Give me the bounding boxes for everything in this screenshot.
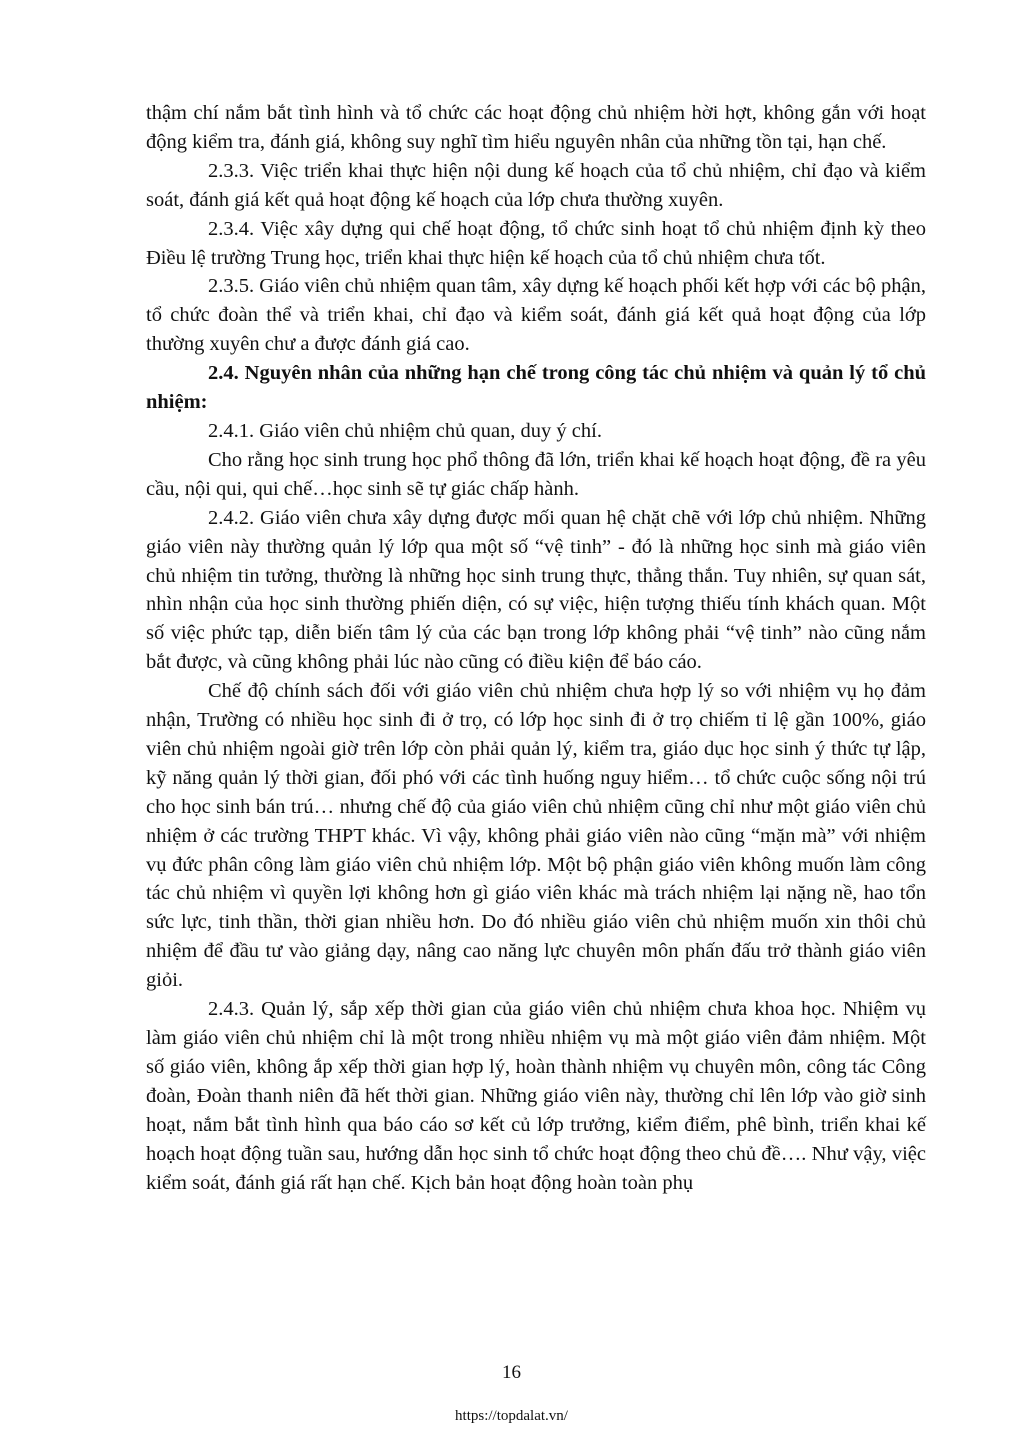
paragraph-2-3-5: 2.3.5. Giáo viên chủ nhiệm quan tâm, xây dựng kế hoạch phối kết hợp với các bộ phận, tổ chức đoàn thể và triển khai, chỉ đạo và kiểm soát, đánh giá kết quả hoạt động của lớp thường xuyên chư a được đánh giá cao. <box>146 275 926 356</box>
footer-url: https://topdalat.vn/ <box>455 1408 568 1424</box>
document-body <box>146 99 926 1197</box>
section-heading-2-4: 2.4. Nguyên nhân của những hạn chế trong công tác chủ nhiệm và quản lý tổ chủ nhiệm: <box>146 362 926 414</box>
page-number: 16 <box>502 1362 521 1383</box>
paragraph-2-4-3: 2.4.3. Quản lý, sắp xếp thời gian của giáo viên chủ nhiệm chưa khoa học. Nhiệm vụ làm giáo viên chủ nhiệm chỉ là một trong nhiều nhiệm vụ mà một giáo viên đảm nhiệm. Một số giáo viên, không ắp xếp thời gian hợp lý, hoàn thành nhiệm vụ chuyên môn, công tác Công đoàn, Đoàn thanh niên đã hết thời gian. Những giáo viên này, thường chỉ lên lớp vào giờ sinh hoạt, nắm bắt tình hình qua báo cáo sơ kết củ lớp trưởng, kiểm điểm, phê bình, triển khai kế hoạch hoạt động tuần sau, hướng dẫn học sinh tổ chức hoạt động theo chủ đề…. Như vậy, việc kiểm soát, đánh giá rất hạn chế. Kịch bản hoạt động hoàn toàn phụ <box>146 998 926 1194</box>
paragraph-2-3-4: 2.3.4. Việc xây dựng qui chế hoạt động, tổ chức sinh hoạt tổ chủ nhiệm định kỳ theo Điều lệ trường Trung học, triển khai thực hiện kế hoạch của tổ chủ nhiệm chưa tốt. <box>146 217 926 269</box>
paragraph-2-3-3: 2.3.3. Việc triển khai thực hiện nội dung kế hoạch của tổ chủ nhiệm, chỉ đạo và kiểm soát, đánh giá kết quả hoạt động kế hoạch của lớp chưa thường xuyên. <box>146 159 926 211</box>
paragraph-policy: Chế độ chính sách đối với giáo viên chủ nhiệm chưa hợp lý so với nhiệm vụ họ đảm nhận, Trường có nhiều học sinh đi ở trọ, có lớp học sinh đi ở trọ chiếm tỉ lệ gần 100%, giáo viên chủ nhiệm ngoài giờ trên lớp còn phải quản lý, kiểm tra, giáo dục học sinh ý thức tự lập, kỹ năng quản lý thời gian, đối phó với các tình huống nguy hiểm… tổ chức cuộc sống nội trú cho học sinh bán trú… nhưng chế độ của giáo viên chủ nhiệm cũng chỉ như một giáo viên chủ nhiệm ở các trường THPT khác. Vì vậy, không phải giáo viên nào cũng “mặn mà” với nhiệm vụ đức phân công làm giáo viên chủ nhiệm lớp. Một bộ phận giáo viên không muốn làm công tác chủ nhiệm vì quyền lợi không hơn gì giáo viên khác mà trách nhiệm lại nặng nề, hao tổn sức lực, tinh thần, thời gian nhiều hơn. Do đó nhiều giáo viên chủ nhiệm muốn xin thôi chủ nhiệm để đầu tư vào giảng dạy, nâng cao năng lực chuyên môn phấn đấu trở thành giáo viên giỏi. <box>146 680 926 992</box>
paragraph-2-4-2: 2.4.2. Giáo viên chưa xây dựng được mối quan hệ chặt chẽ với lớp chủ nhiệm. Những giáo viên này thường quản lý lớp qua một số “vệ tinh” - đó là những học sinh mà giáo viên chủ nhiệm tin tưởng, thường là những học sinh trung thực, thẳng thắn. Tuy nhiên, sự quan sát, nhìn nhận của học sinh thường phiến diện, có sự việc, hiện tượng thiếu tính khách quan. Một số việc phức tạp, diễn biến tâm lý của các bạn trong lớp không phải “vệ tinh” nào cũng nắm bắt được, và cũng không phải lúc nào cũng có điều kiện để báo cáo. <box>146 506 926 674</box>
paragraph-2-4-1: 2.4.1. Giáo viên chủ nhiệm chủ quan, duy ý chí. <box>208 419 602 442</box>
paragraph-continuation: thậm chí nắm bắt tình hình và tổ chức các hoạt động chủ nhiệm hời hợt, không gắn với hoạt động kiểm tra, đánh giá, không suy nghĩ tìm hiểu nguyên nhân của những tồn tại, hạn chế. <box>146 102 926 153</box>
paragraph-2-4-1-detail: Cho rằng học sinh trung học phổ thông đã lớn, triển khai kế hoạch hoạt động, đề ra yêu cầu, nội qui, qui chế…học sinh sẽ tự giác chấp hành. <box>146 448 926 500</box>
